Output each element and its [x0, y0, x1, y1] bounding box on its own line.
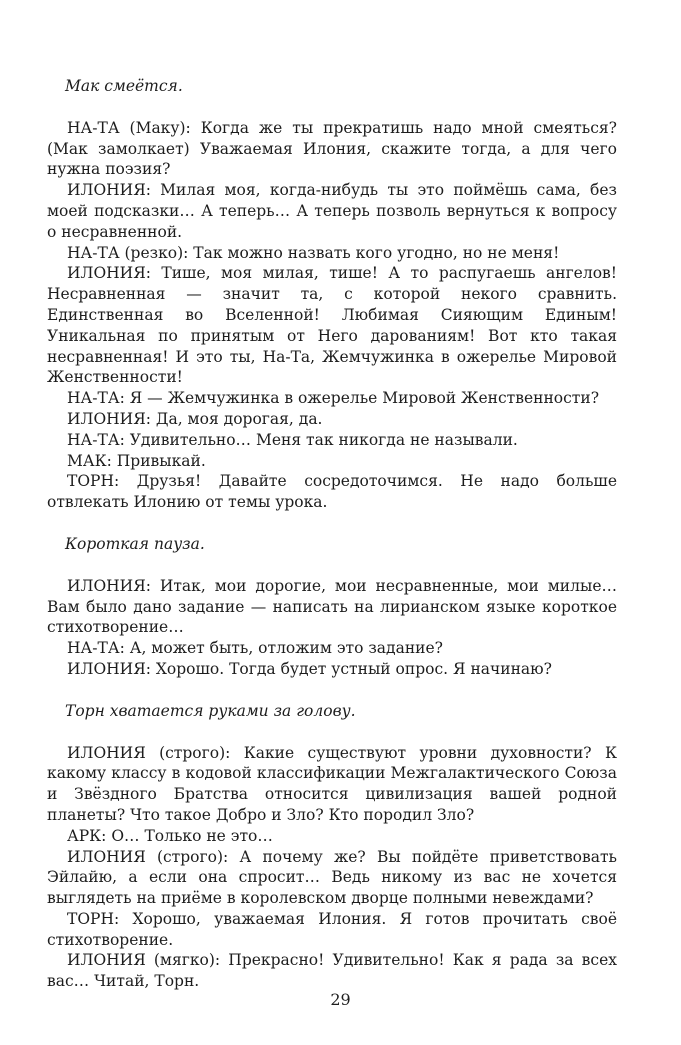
dialogue-paragraph: ИЛОНИЯ: Итак, мои дорогие, мои несравненные, мои милые… Вам было дано задание — написать на лирианском языке короткое стихотворение… [47, 576, 617, 637]
dialogue-paragraph: ИЛОНИЯ: Да, моя дорогая, да. [67, 409, 323, 428]
dialogue-paragraph: ИЛОНИЯ: Тише, моя милая, тише! А то распугаешь ангелов! Несравненная — значит та, с которой некого сравнить. Единственная во Вселенной! Любимая Сияющим Единым! Уникальная по принятым от Него дарованиям! Вот кто такая несравненная! И это ты, На-Та, Жемчужинка в ожерелье Мировой Женственности! [47, 264, 617, 387]
page-body [47, 76, 617, 992]
dialogue-paragraph: ИЛОНИЯ (строго): А почему же? Вы пойдёте приветствовать Эйлайю, а если она спросит… Ведь никому из вас не хочется выглядеть на приёме в королевском дворце полными невеждами? [47, 847, 617, 908]
stage-direction: Короткая пауза. [65, 534, 205, 553]
dialogue-paragraph: НА-ТА: Удивительно… Меня так никогда не называли. [67, 430, 518, 449]
stage-direction: Мак смеётся. [65, 77, 183, 95]
dialogue-paragraph: ТОРН: Хорошо, уважаемая Илония. Я готов прочитать своё стихотворение. [47, 909, 617, 949]
dialogue-paragraph: НА-ТА (Маку): Когда же ты прекратишь надо мной смеяться? (Мак замолкает) Уважаемая Илония, скажите тогда, а для чего нужна поэзия? [47, 118, 617, 179]
dialogue-paragraph: НА-ТА (резко): Так можно назвать кого угодно, но не меня! [67, 243, 560, 262]
dialogue-paragraph: ИЛОНИЯ: Милая моя, когда-нибудь ты это поймёшь сама, без моей подсказки… А теперь… А теперь позволь вернуться к вопросу о несравненной. [47, 181, 617, 241]
dialogue-paragraph: ТОРН: Друзья! Давайте сосредоточимся. Не надо больше отвлекать Илонию от темы урока. [47, 472, 617, 512]
dialogue-paragraph: НА-ТА: Я — Жемчужинка в ожерелье Мировой Женственности? [67, 389, 600, 408]
dialogue-paragraph: ИЛОНИЯ (мягко): Прекрасно! Удивительно! Как я рада за всех вас… Читай, Торн. [47, 951, 617, 991]
dialogue-paragraph: ИЛОНИЯ: Хорошо. Тогда будет устный опрос. Я начинаю? [67, 659, 552, 678]
dialogue-paragraph: МАК: Привыкай. [67, 451, 206, 470]
stage-direction: Торн хватается руками за голову. [65, 701, 356, 720]
page-number: 29 [330, 990, 351, 1009]
dialogue-paragraph: АРК: О… Только не это… [67, 826, 273, 845]
dialogue-paragraph: НА-ТА: А, может быть, отложим это задание? [67, 639, 443, 658]
dialogue-paragraph: ИЛОНИЯ (строго): Какие существуют уровни духовности? К какому классу в кодовой классификации Межгалактического Союза и Звёздного Братства относится цивилизация вашей родной планеты? Что такое Добро и Зло? Кто породил Зло? [47, 743, 617, 824]
